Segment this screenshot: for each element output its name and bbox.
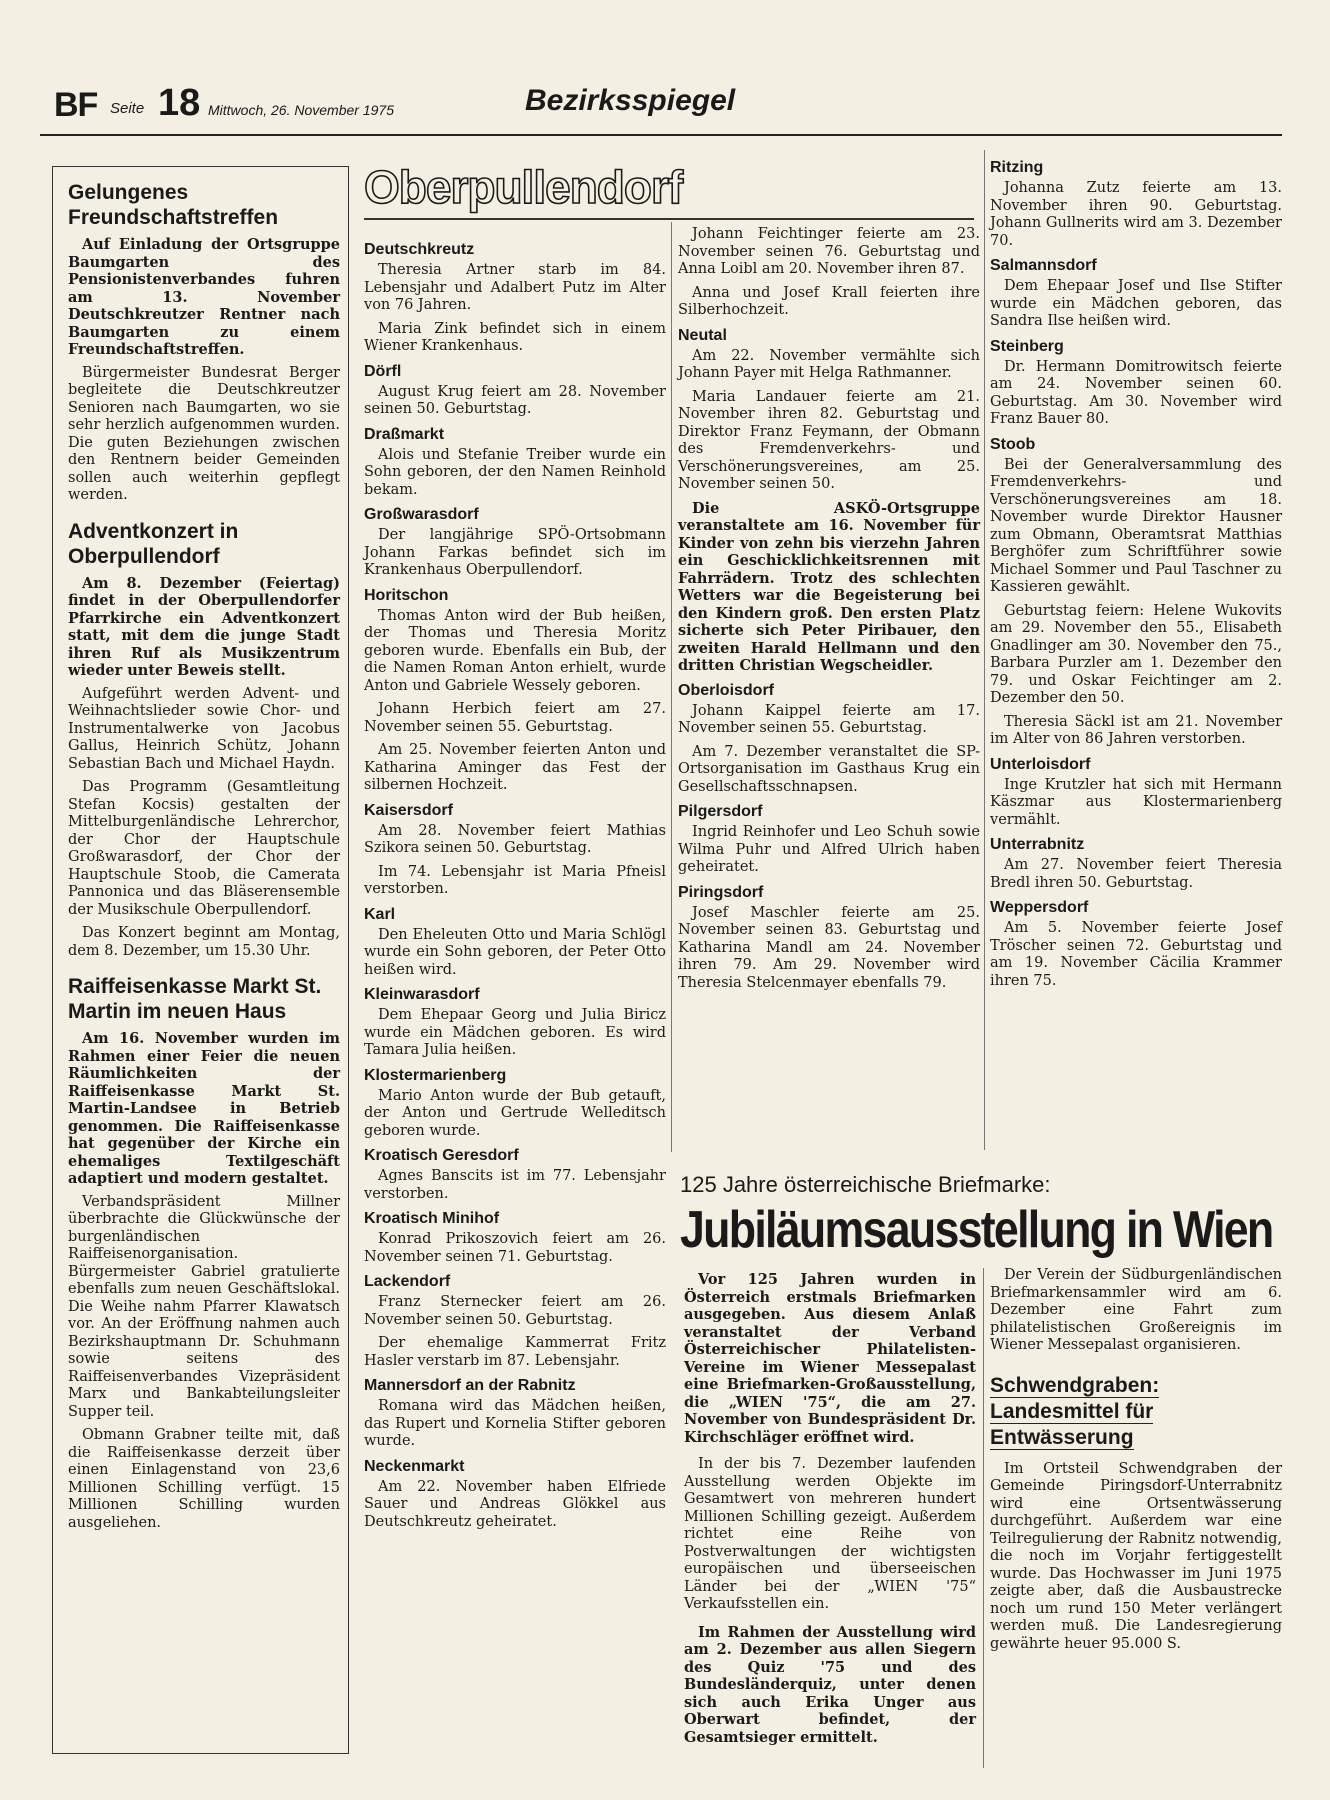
town-text: Mario Anton wurde der Bub getauft, der Anton und Gertrude Welleditsch geboren wurde. bbox=[364, 1087, 666, 1139]
town-heading: Neckenmarkt bbox=[364, 1457, 465, 1475]
article-paragraph: Verbandspräsident Millner überbrachte die Glückwünsche der burgenländischen Raiffeisenorganisation. Bürgermeister Gabriel gratulierte ebenfalls zum neuen Geschäftslokal. Die Weihe nahm Pfarrer Klawatsch vor. An der Eröffnung nahmen auch Bezirkshauptmann Dr. Schuhmann sowie seitens des Raiffeisenverbandes Vizepräsident Marx und Bankabteilungsleiter Supper teil. bbox=[68, 1193, 340, 1420]
article-title-adventkonzert: Adventkonzert in Oberpullendorf bbox=[68, 519, 239, 568]
masthead bbox=[40, 82, 1282, 134]
town-text: Agnes Banscits ist im 77. Lebensjahr verstorben. bbox=[364, 1168, 666, 1202]
town-heading: Piringsdorf bbox=[678, 883, 764, 901]
town-text: Die ASKÖ-Ortsgruppe veranstaltete am 16. November für Kinder von zehn bis vierzehn Jahren ein Geschicklichkeitsrennen mit Fahrrädern. Trotz des schlechten Wetters war die Begeisterung bei den Kindern groß. Den ersten Platz sicherte sich Peter Piribauer, den zweiten Harald Hellmann und den dritten Christian Wegscheidler. bbox=[678, 499, 980, 674]
town-text: Konrad Prikoszovich feiert am 26. November seinen 71. Geburtstag. bbox=[364, 1231, 666, 1265]
town-text: Am 22. November vermählte sich Johann Payer mit Helga Rathmanner. bbox=[678, 347, 980, 381]
town-heading: Horitschon bbox=[364, 586, 449, 604]
article-title-freundschaftstreffen: Gelungenes Freundschaftstreffen bbox=[68, 181, 279, 229]
column-3 bbox=[678, 226, 980, 998]
town-heading: Pilgersdorf bbox=[678, 803, 763, 820]
article-title-raiffeisenkasse: Raiffeisenkasse Markt St. Martin im neuen Haus bbox=[68, 975, 322, 1023]
town-text: Romana wird das Mädchen heißen, das Rupert und Kornelia Stifter geboren wurde. bbox=[364, 1398, 666, 1449]
town-text: Ingrid Reinhofer und Leo Schuh sowie Wilma Puhr und Alfred Ulrich haben geheiratet. bbox=[678, 824, 980, 875]
town-text: Dem Ehepaar Georg und Julia Biricz wurde ein Mädchen geboren. Es wird Tamara Julia heißen. bbox=[364, 1007, 666, 1058]
jubilaeum-kicker: 125 Jahre österreichische Briefmarke: bbox=[680, 1172, 1051, 1197]
paper-logo: BF bbox=[54, 86, 98, 124]
town-text: Der ehemalige Kammerrat Fritz Hasler verstarb im 87. Lebensjahr. bbox=[364, 1335, 666, 1369]
town-text: Am 22. November haben Elfriede Sauer und Andreas Glökkel aus Deutschkreutz geheiratet. bbox=[364, 1478, 666, 1530]
section-title: Bezirksspiegel bbox=[525, 84, 736, 117]
town-heading: Stoob bbox=[990, 435, 1036, 453]
town-text: Johann Kaippel feierte am 17. November seinen 55. Geburtstag. bbox=[678, 702, 980, 736]
town-text: Am 27. November feiert Theresia Bredl ihren 50. Geburtstag. bbox=[990, 857, 1282, 891]
oberpullendorf-rule bbox=[364, 218, 974, 220]
schwendgraben-title-text: Schwendgraben: Landesmittel für Entwässerung bbox=[990, 1373, 1160, 1449]
town-text: Im 74. Lebensjahr ist Maria Pfneisl verstorben. bbox=[364, 863, 666, 897]
town-text: Am 28. November feiert Mathias Szikora seinen 50. Geburtstag. bbox=[364, 822, 666, 856]
article-paragraph: Bürgermeister Bundesrat Berger begleitete die Deutschkreutzer Senioren nach Baumgarten, wo sie sehr herzlich aufgenommen wurden. Die guten Beziehungen zwischen den Rentnern beider Gemeinden sollen auch weiterhin gepflegt werden. bbox=[68, 364, 340, 503]
jubilaeum-headline: Jubiläumsausstellung in Wien bbox=[680, 1201, 1273, 1259]
town-text: Am 25. November feierten Anton und Katharina Aminger das Fest der silbernen Hochzeit. bbox=[364, 742, 666, 793]
town-heading: Kroatisch Minihof bbox=[364, 1210, 500, 1227]
masthead-rule bbox=[40, 134, 1282, 136]
town-text: Johann Herbich feiert am 27. November seinen 55. Geburtstag. bbox=[364, 701, 666, 735]
town-heading: Mannersdorf an der Rabnitz bbox=[364, 1377, 576, 1394]
town-heading: Ritzing bbox=[990, 159, 1044, 176]
oberpullendorf-title: Oberpullendorf bbox=[364, 161, 683, 213]
town-text: Theresia Säckl ist am 21. November im Alter von 86 Jahren verstorben. bbox=[990, 713, 1282, 747]
town-heading: Kroatisch Geresdorf bbox=[364, 1147, 519, 1164]
article-paragraph: Im Ortsteil Schwendgraben der Gemeinde Piringsdorf-Unterrabnitz wird eine Ortsentwässerung durchgeführt. Außerdem war eine Teilregulierung der Rabnitz notwendig, die noch im Vorjahr fertiggestellt wurde. Das Hochwasser im Juni 1975 zeigte aber, daß die Ausbaustrecke noch um rund 150 Meter verlängert werden muß. Die Landesregierung gewährte heuer 95.000 S. bbox=[990, 1460, 1282, 1652]
town-text: Bei der Generalversammlung des Fremdenverkehrs- und Verschönerungsvereines am 18. November wurde Direktor Hausner zum Obmann, Oberamtsrat Matthias Berghöfer zum Schriftführer sowie Michael Sommer und Paul Taschner zu Kassieren gewählt. bbox=[990, 456, 1282, 595]
schwendgraben-title bbox=[990, 1373, 1282, 1451]
article-paragraph: Im Rahmen der Ausstellung wird am 2. Dezember aus allen Siegern des Quiz '75 und des Bundesländerquiz, unter denen sich auch Erika Unger aus Oberwart befindet, der Gesamtsieger ermittelt. bbox=[684, 1623, 976, 1746]
town-heading: Oberloisdorf bbox=[678, 681, 775, 699]
article-paragraph: Das Programm (Gesamtleitung Stefan Kocsis) gestalten der Mittelburgenländische Lehrerchor, der Chor der Hauptschule Großwarasdorf, der Chor der Hauptschule Stoob, die Camerata Pannonica und das Bläserensemble der Musikschule Oberpullendorf. bbox=[68, 779, 340, 918]
town-text: Maria Zink befindet sich in einem Wiener Krankenhaus. bbox=[364, 320, 666, 354]
town-heading: Lackendorf bbox=[364, 1273, 451, 1290]
article-lead: Auf Einladung der Ortsgruppe Baumgarten des Pensionistenverbandes fuhren am 13. November Deutschkreutzer Rentner nach Baumgarten zu einem Freundschaftstreffen. bbox=[68, 236, 340, 358]
town-text: Anna und Josef Krall feierten ihre Silberhochzeit. bbox=[678, 284, 980, 318]
article-paragraph: In der bis 7. Dezember laufenden Ausstellung werden Objekte im Gesamtwert von mehreren hundert Millionen Schilling gezeigt. Außerdem richtet eine Reihe von Postverwaltungen der wichtigsten europäischen und überseeischen Länder bei der „WIEN '75“ Verkaufsstellen ein. bbox=[684, 1456, 976, 1612]
article-paragraph: Das Konzert beginnt am Montag, dem 8. Dezember, um 15.30 Uhr. bbox=[68, 925, 340, 959]
town-text: Johanna Zutz feierte am 13. November ihren 90. Geburtstag. Johann Gullnerits wird am 3. Dezember 70. bbox=[990, 180, 1282, 249]
town-text: Am 5. November feierte Josef Tröscher seinen 72. Geburtstag und am 19. November Cäcilia Krammer ihren 75. bbox=[990, 920, 1282, 989]
column-2 bbox=[364, 234, 666, 1537]
town-text: Johann Feichtinger feierte am 23. November seinen 76. Geburtstag und Anna Loibl am 20. November ihren 87. bbox=[678, 226, 980, 277]
column-divider bbox=[671, 222, 672, 1152]
town-text: Den Eheleuten Otto und Maria Schlögl wurde ein Sohn geboren, der Peter Otto heißen wird. bbox=[364, 926, 666, 978]
town-heading: Unterrabnitz bbox=[990, 836, 1085, 853]
article-paragraph: Aufgeführt werden Advent- und Weihnachtslieder sowie Chor- und Instrumentalwerke von Jacobus Gallus, Heinrich Schütz, Johann Sebastian Bach und Michael Haydn. bbox=[68, 685, 340, 772]
column-divider bbox=[983, 1268, 984, 1768]
town-heading: Salmannsdorf bbox=[990, 257, 1097, 274]
town-text: Maria Landauer feierte am 21. November ihren 82. Geburtstag und Direktor Franz Feymann, der Obmann des Fremdenverkehrs- und Verschönerungsvereines, am 25. November seinen 50. bbox=[678, 388, 980, 492]
article-paragraph: Der Verein der Südburgenländischen Briefmarkensammler wird am 6. Dezember eine Fahrt zum philatelistischen Großereignis im Wiener Messepalast organisieren. bbox=[990, 1267, 1282, 1353]
issue-date: Mittwoch, 26. November 1975 bbox=[208, 102, 394, 118]
town-text: Dem Ehepaar Josef und Ilse Stifter wurde ein Mädchen geboren, das Sandra Ilse heißen wird. bbox=[990, 278, 1282, 329]
article-lead: Am 8. Dezember (Feiertag) findet in der Oberpullendorfer Pfarrkirche ein Adventkonzert statt, mit dem die junge Stadt ihren Ruf als Musikzentrum wieder unter Beweis stellt. bbox=[68, 574, 340, 679]
article-paragraph: Obmann Grabner teilte mit, daß die Raiffeisenkasse derzeit über einen Einlagenstand von 23,6 Millionen Schilling verfügt. 15 Millionen Schilling wurden ausgeliehen. bbox=[68, 1427, 340, 1531]
town-heading: Dörfl bbox=[364, 362, 402, 380]
town-text: Thomas Anton wird der Bub heißen, der Thomas und Theresia Moritz geboren wurde. Ebenfalls ein Bub, der die Namen Roman Anton erhielt, wurde Anton und Gabriele Wessely geboren. bbox=[364, 607, 666, 694]
town-heading: Großwarasdorf bbox=[364, 506, 479, 523]
column-1 bbox=[68, 176, 340, 1538]
town-text: Theresia Artner starb im 84. Lebensjahr und Adalbert Putz im Alter von 76 Jahren. bbox=[364, 262, 666, 313]
town-heading: Kleinwarasdorf bbox=[364, 986, 480, 1003]
town-heading: Kaisersdorf bbox=[364, 801, 453, 819]
column-divider bbox=[984, 150, 985, 1150]
town-heading: Karl bbox=[364, 905, 396, 923]
town-heading: Klostermarienberg bbox=[364, 1066, 507, 1084]
town-text: Am 7. Dezember veranstaltet die SP-Ortsorganisation im Gasthaus Krug ein Gesellschaftsschnapsen. bbox=[678, 743, 980, 795]
town-text: Inge Krutzler hat sich mit Hermann Käszmar aus Klostermarienberg vermählt. bbox=[990, 776, 1282, 828]
town-text: August Krug feiert am 28. November seinen 50. Geburtstag. bbox=[364, 383, 666, 417]
page-number: 18 bbox=[158, 82, 201, 124]
article-lead: Vor 125 Jahren wurden in Österreich erstmals Briefmarken ausgegeben. Aus diesem Anlaß veranstaltet der Verband Österreichischer Philatelisten-Vereine im Wiener Messepalast eine Briefmarken-Großausstellung, die „WIEN '75“, die am 27. November von Bundespräsident Dr. Kirchschläger eröffnet wird. bbox=[684, 1271, 976, 1446]
town-text: Josef Maschler feierte am 25. November seinen 83. Geburtstag und Katharina Mandl am 24. November ihren 79. Am 29. November wird Theresia Stelcenmayer ebenfalls 79. bbox=[678, 904, 980, 991]
town-text: Alois und Stefanie Treiber wurde ein Sohn geboren, der den Namen Reinhold bekam. bbox=[364, 446, 666, 498]
page-label: Seite bbox=[110, 100, 145, 117]
town-heading: Unterloisdorf bbox=[990, 755, 1091, 773]
article-lead: Am 16. November wurden im Rahmen einer Feier die neuen Räumlichkeiten der Raiffeisenkasse Markt St. Martin-Landsee in Betrieb genommen. Die Raiffeisenkasse hat gegenüber der Kirche ein ehemaliges Textilgeschäft adaptiert und modern gestaltet. bbox=[68, 1030, 340, 1187]
town-heading: Deutschkreutz bbox=[364, 241, 475, 258]
town-heading: Neutal bbox=[678, 326, 727, 344]
town-text: Franz Sternecker feiert am 26. November seinen 50. Geburtstag. bbox=[364, 1294, 666, 1328]
town-text: Der langjährige SPÖ-Ortsobmann Johann Farkas befindet sich im Krankenhaus Oberpullendorf. bbox=[364, 527, 666, 578]
town-heading: Steinberg bbox=[990, 337, 1064, 355]
column-4 bbox=[990, 154, 1282, 996]
jubilaeum-column-right bbox=[990, 1267, 1282, 1659]
town-text: Geburtstag feiern: Helene Wukovits am 29. November den 55., Elisabeth Gnadlinger am 30. November den 75., Barbara Purzler am 1. Dezember den 79. und Oskar Feichtinger am 2. Dezember den 50. bbox=[990, 602, 1282, 706]
jubilaeum-column-left bbox=[684, 1271, 976, 1752]
town-heading: Weppersdorf bbox=[990, 899, 1089, 916]
town-heading: Draßmarkt bbox=[364, 425, 445, 443]
town-text: Dr. Hermann Domitrowitsch feierte am 24. November seinen 60. Geburtstag. Am 30. November wird Franz Bauer 80. bbox=[990, 358, 1282, 427]
